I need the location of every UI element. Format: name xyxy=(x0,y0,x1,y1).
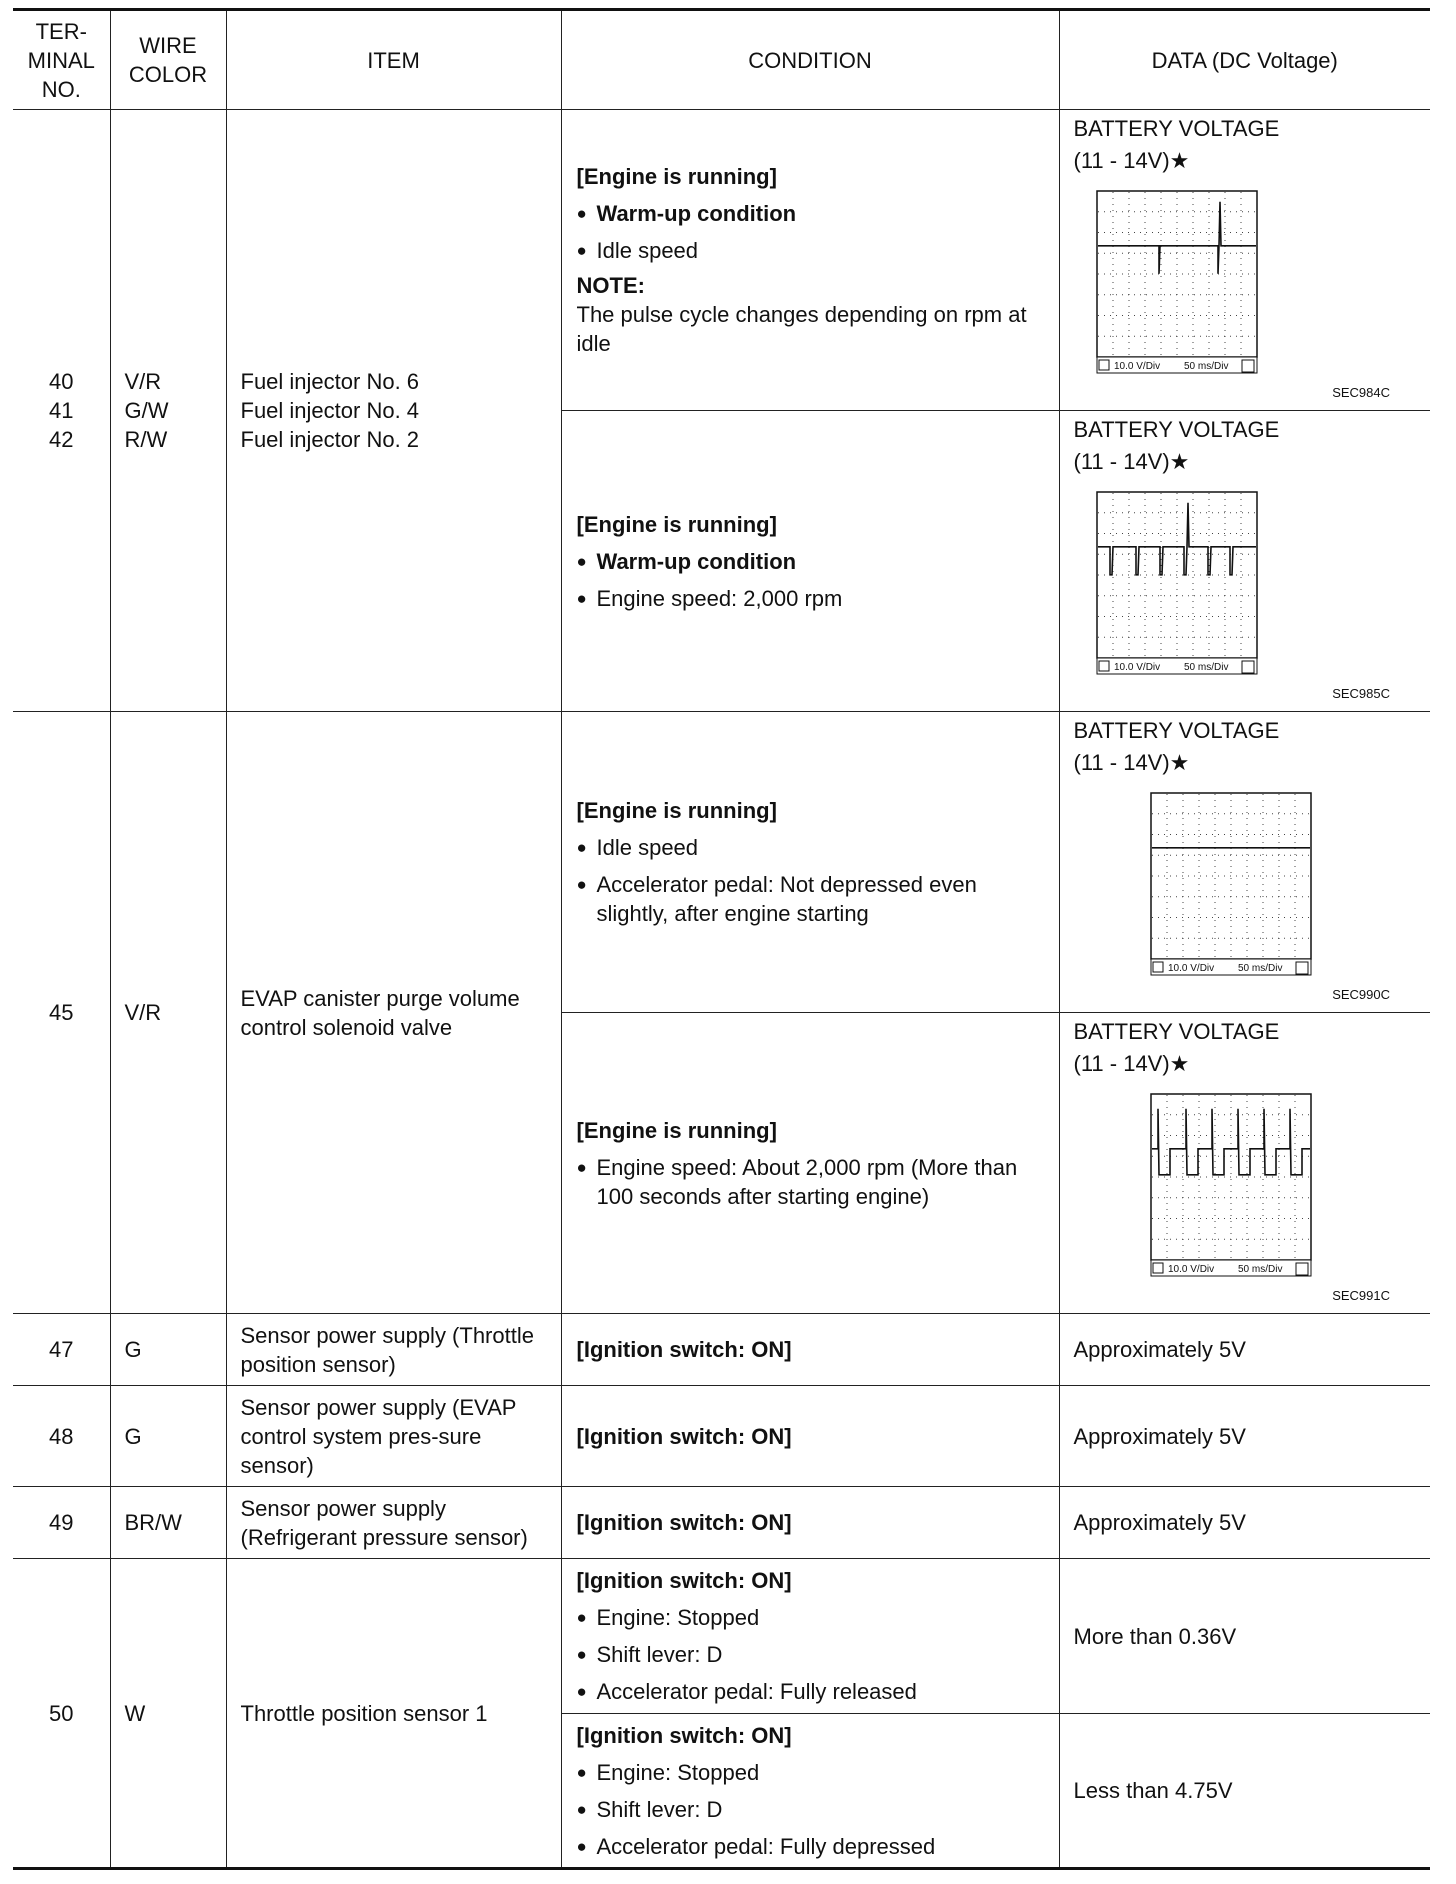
condition-title: [Engine is running] xyxy=(576,511,777,537)
wire-color: G xyxy=(110,1314,226,1386)
scope-box-icon xyxy=(1296,1263,1308,1275)
figure-code: SEC991C xyxy=(1332,1288,1390,1303)
condition-bullet xyxy=(577,1640,1045,1669)
bullet-text: Warm-up condition xyxy=(596,548,797,574)
scope-time-label: 50 ms/Div xyxy=(1183,361,1228,372)
wire-color-cell xyxy=(110,110,226,712)
data-title: BATTERY VOLTAGE xyxy=(1073,417,1280,442)
bullet-text: Idle speed xyxy=(596,238,699,263)
oscilloscope-waveform xyxy=(1150,1093,1312,1277)
condition-title: [Engine is running] xyxy=(576,1117,777,1143)
item-name: Fuel injector No. 4 xyxy=(240,398,420,423)
table-row xyxy=(13,1314,1430,1386)
terminal-number: 42 xyxy=(49,427,74,452)
data-range: (11 - 14V)★ xyxy=(1073,449,1190,474)
bullet-text: Idle speed xyxy=(596,835,699,860)
wire-color: BR/W xyxy=(110,1487,226,1559)
header-wire-color xyxy=(110,10,226,110)
table-row xyxy=(13,1559,1430,1714)
data-title: BATTERY VOLTAGE xyxy=(1073,116,1280,141)
data-cell xyxy=(1059,411,1430,712)
data-value: Less than 4.75V xyxy=(1059,1714,1430,1869)
condition-cell xyxy=(561,712,1059,1013)
item-cell xyxy=(226,1386,561,1487)
terminal-number: 41 xyxy=(49,398,74,423)
wire-color: G/W xyxy=(124,398,169,423)
condition-cell xyxy=(561,110,1059,411)
bullet-dot-icon: ● xyxy=(576,1682,587,1701)
bullet-dot-icon: ● xyxy=(576,1645,587,1664)
item-name: Sensor power supply (Throttle position sensor) xyxy=(226,1314,561,1386)
bullet-dot-icon: ● xyxy=(576,204,587,223)
item-name: Fuel injector No. 6 xyxy=(240,369,420,394)
header-item: ITEM xyxy=(226,10,561,110)
oscilloscope-waveform xyxy=(1096,491,1258,675)
scope-volt-label: 10.0 V/Div xyxy=(1113,361,1160,372)
header-terminal-line: NO. xyxy=(41,76,81,102)
terminal-number: 50 xyxy=(13,1559,110,1869)
condition-title: [Ignition switch: ON] xyxy=(561,1487,1059,1559)
data-cell xyxy=(1059,712,1430,1013)
condition-cell xyxy=(561,411,1059,712)
condition-title: [Engine is running] xyxy=(576,164,777,189)
note-text: The pulse cycle changes depending on rpm at idle xyxy=(576,302,1027,356)
header-terminal-line: TER- xyxy=(35,18,87,44)
condition-bullet xyxy=(577,1832,1045,1861)
data-value: Approximately 5V xyxy=(1059,1487,1430,1559)
note-label: NOTE: xyxy=(576,273,645,298)
wire-color: W xyxy=(110,1559,226,1869)
bullet-dot-icon: ● xyxy=(576,588,587,608)
data-title: BATTERY VOLTAGE xyxy=(1073,1019,1280,1044)
bullet-dot-icon: ● xyxy=(576,1762,587,1782)
bullet-dot-icon: ● xyxy=(576,1799,587,1819)
bullet-text: Shift lever: D xyxy=(596,1642,723,1667)
item-name: Fuel injector No. 2 xyxy=(240,427,420,452)
terminal-cell xyxy=(13,110,110,712)
condition-title: [Ignition switch: ON] xyxy=(561,1386,1059,1487)
bullet-text: Accelerator pedal: Fully released xyxy=(596,1679,917,1704)
header-wire-line: COLOR xyxy=(128,62,208,87)
condition-bullet xyxy=(577,1153,1045,1211)
wire-color: V/R xyxy=(110,712,226,1314)
bullet-text: Warm-up condition xyxy=(596,201,797,226)
condition-bullet xyxy=(577,1758,1045,1787)
bullet-text: Shift lever: D xyxy=(596,1796,723,1822)
table-row xyxy=(13,110,1430,411)
data-value: More than 0.36V xyxy=(1059,1559,1430,1714)
data-value: Approximately 5V xyxy=(1059,1386,1430,1487)
figure-code: SEC990C xyxy=(1332,987,1390,1002)
item-name: EVAP canister purge volume control solenoid valve xyxy=(226,712,561,1314)
bullet-text: Accelerator pedal: Not depressed even slightly, after engine starting xyxy=(596,872,977,926)
bullet-dot-icon: ● xyxy=(576,551,587,571)
wire-color: R/W xyxy=(124,427,168,452)
terminal-number: 48 xyxy=(13,1386,110,1487)
data-range: (11 - 14V)★ xyxy=(1073,1051,1190,1076)
scope-marker-icon xyxy=(1099,360,1109,370)
condition-cell xyxy=(561,1714,1059,1869)
condition-title: [Ignition switch: ON] xyxy=(576,1722,792,1748)
bullet-dot-icon: ● xyxy=(576,838,587,857)
data-range: (11 - 14V)★ xyxy=(1073,750,1190,775)
condition-bullet xyxy=(577,1677,1045,1706)
ecm-terminal-table xyxy=(13,8,1430,1870)
bullet-text: Engine speed: 2,000 rpm xyxy=(596,585,843,611)
bullet-text: Accelerator pedal: Fully depressed xyxy=(596,1833,936,1859)
figure-code: SEC984C xyxy=(1332,385,1390,400)
table-header-row xyxy=(13,10,1430,110)
scope-box-icon xyxy=(1242,360,1254,372)
condition-cell xyxy=(561,1013,1059,1314)
item-name: Sensor power supply (Refrigerant pressure sensor) xyxy=(226,1487,561,1559)
scope-time-label: 50 ms/Div xyxy=(1237,963,1282,974)
item-name: Sensor power supply (EVAP control system pres-sure sensor) xyxy=(240,1394,517,1478)
scope-marker-icon xyxy=(1153,962,1163,972)
terminal-number: 40 xyxy=(49,369,74,394)
bullet-dot-icon: ● xyxy=(576,1157,587,1177)
condition-bullet xyxy=(577,236,1045,265)
figure-code: SEC985C xyxy=(1332,686,1390,701)
condition-title: [Engine is running] xyxy=(576,798,777,823)
data-value: Approximately 5V xyxy=(1059,1314,1430,1386)
header-data: DATA (DC Voltage) xyxy=(1059,10,1430,110)
data-cell xyxy=(1059,1013,1430,1314)
data-title: BATTERY VOLTAGE xyxy=(1073,718,1280,743)
bullet-dot-icon: ● xyxy=(576,1836,587,1856)
scope-volt-label: 10.0 V/Div xyxy=(1167,963,1214,974)
bullet-text: Engine: Stopped xyxy=(596,1605,760,1630)
condition-title: [Ignition switch: ON] xyxy=(576,1568,792,1593)
condition-bullet xyxy=(577,1603,1045,1632)
condition-bullet xyxy=(577,584,1045,613)
bullet-text: Engine speed: About 2,000 rpm (More than 100 seconds after starting engine) xyxy=(596,1154,1018,1209)
bullet-dot-icon: ● xyxy=(576,241,587,260)
item-name: Throttle position sensor 1 xyxy=(226,1559,561,1869)
header-wire-line: WIRE xyxy=(139,33,197,58)
table-row xyxy=(13,712,1430,1013)
data-range: (11 - 14V)★ xyxy=(1073,148,1190,173)
scope-marker-icon xyxy=(1153,1263,1163,1273)
terminal-number: 49 xyxy=(13,1487,110,1559)
condition-cell xyxy=(561,1559,1059,1714)
bullet-dot-icon: ● xyxy=(576,1608,587,1627)
table-row xyxy=(13,1487,1430,1559)
condition-title: [Ignition switch: ON] xyxy=(561,1314,1059,1386)
terminal-number: 47 xyxy=(13,1314,110,1386)
bullet-dot-icon: ● xyxy=(576,875,587,894)
condition-bullet xyxy=(577,1795,1045,1824)
bullet-text: Engine: Stopped xyxy=(596,1759,760,1785)
wire-color: V/R xyxy=(124,369,162,394)
condition-bullet xyxy=(577,833,1045,862)
oscilloscope-waveform xyxy=(1150,792,1312,976)
item-cell xyxy=(226,110,561,712)
header-condition: CONDITION xyxy=(561,10,1059,110)
scope-volt-label: 10.0 V/Div xyxy=(1167,1264,1214,1275)
data-cell xyxy=(1059,110,1430,411)
scope-marker-icon xyxy=(1099,661,1109,671)
scope-time-label: 50 ms/Div xyxy=(1183,662,1228,673)
condition-bullet xyxy=(577,870,1045,928)
terminal-number: 45 xyxy=(13,712,110,1314)
scope-volt-label: 10.0 V/Div xyxy=(1113,662,1160,673)
oscilloscope-waveform xyxy=(1096,190,1258,374)
condition-bullet xyxy=(577,199,1045,228)
scope-box-icon xyxy=(1242,661,1254,673)
scope-box-icon xyxy=(1296,962,1308,974)
wire-color: G xyxy=(110,1386,226,1487)
header-terminal xyxy=(13,10,110,110)
header-terminal-line: MINAL xyxy=(27,47,95,73)
scope-time-label: 50 ms/Div xyxy=(1237,1264,1282,1275)
table-row xyxy=(13,1386,1430,1487)
condition-bullet xyxy=(577,547,1045,576)
